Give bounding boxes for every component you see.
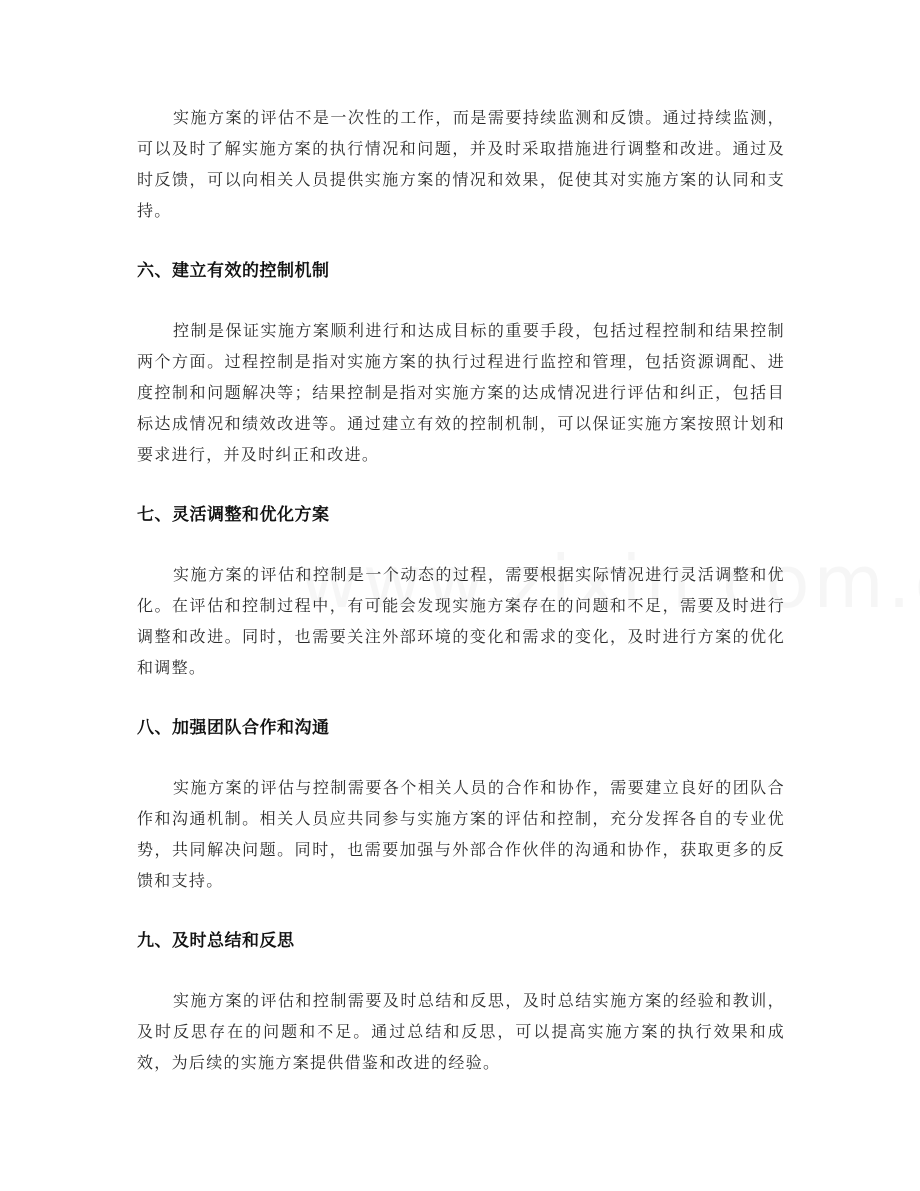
section-6-paragraph: 控制是保证实施方案顺利进行和达成目标的重要手段，包括过程控制和结果控制两个方面。过程控制是指对实施方案的执行过程进行监控和管理，包括资源调配、进度控制和问题解决等；结果控制是指对实施方案的达成情况进行评估和纠正，包括目标达成情况和绩效改进等。通过建立有效的控制机制，可以保证实施方案按照计划和要求进行，并及时纠正和改进。 bbox=[137, 321, 785, 464]
section-8-paragraph: 实施方案的评估与控制需要各个相关人员的合作和协作，需要建立良好的团队合作和沟通机制。相关人员应共同参与实施方案的评估和控制，充分发挥各自的专业优势，共同解决问题。同时，也需要加强与外部合作伙伴的沟通和协作，获取更多的反馈和支持。 bbox=[137, 778, 785, 890]
intro-paragraph: 实施方案的评估不是一次性的工作，而是需要持续监测和反馈。通过持续监测，可以及时了解实施方案的执行情况和问题，并及时采取措施进行调整和改进。通过及时反馈，可以向相关人员提供实施方案的情况和效果，促使其对实施方案的认同和支持。 bbox=[137, 108, 785, 220]
section-8-heading: 八、加强团队合作和沟通 bbox=[137, 718, 330, 738]
section-7-heading: 七、灵活调整和优化方案 bbox=[137, 505, 330, 525]
section-6-heading: 六、建立有效的控制机制 bbox=[137, 261, 330, 281]
section-9-paragraph: 实施方案的评估和控制需要及时总结和反思，及时总结实施方案的经验和教训，及时反思存在的问题和不足。通过总结和反思，可以提高实施方案的执行效果和成效，为后续的实施方案提供借鉴和改进的经验。 bbox=[137, 991, 785, 1072]
section-9-heading: 九、及时总结和反思 bbox=[137, 931, 295, 951]
section-7-paragraph: 实施方案的评估和控制是一个动态的过程，需要根据实际情况进行灵活调整和优化。在评估和控制过程中，有可能会发现实施方案存在的问题和不足，需要及时进行调整和改进。同时，也需要关注外部环境的变化和需求的变化，及时进行方案的优化和调整。 bbox=[137, 565, 785, 677]
document-body bbox=[137, 102, 785, 1078]
